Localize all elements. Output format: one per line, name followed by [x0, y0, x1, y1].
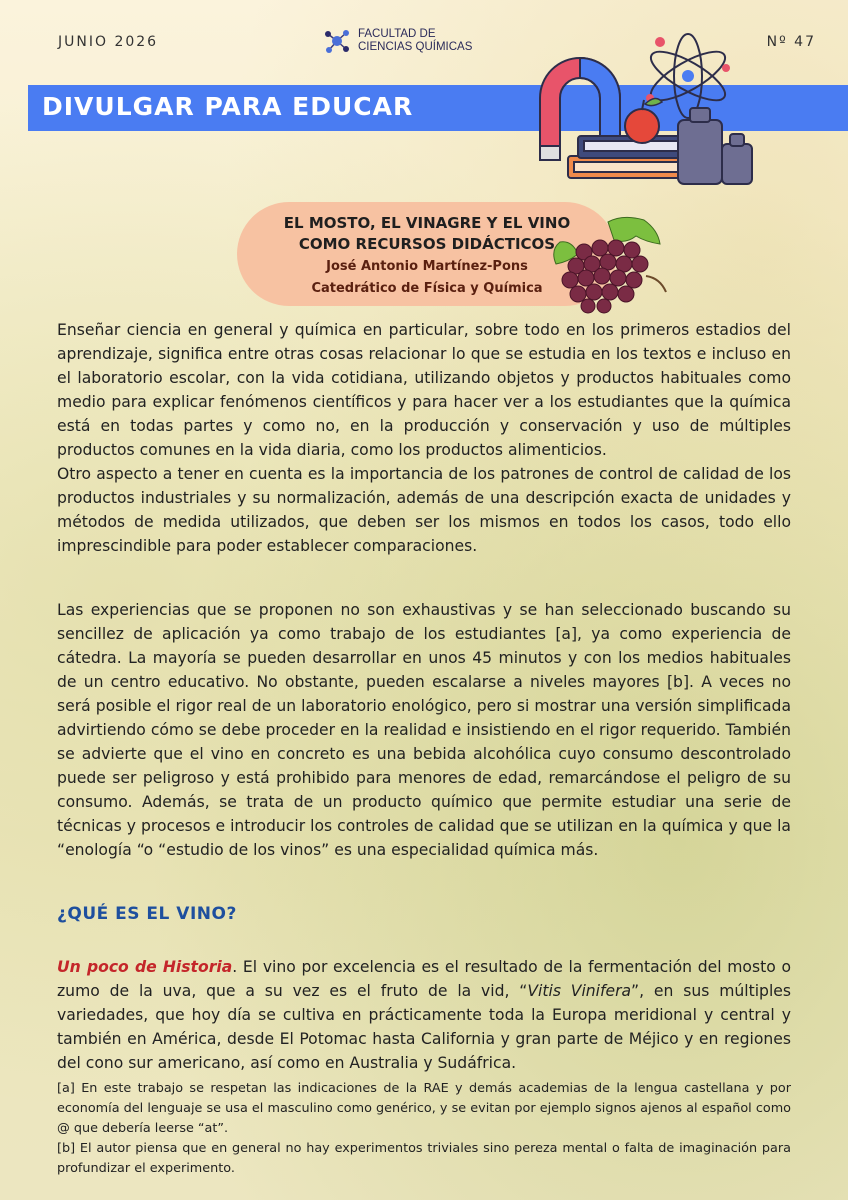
footnote-b: [b] El autor piensa que en general no hay experimentos triviales sino pereza mental o falta de imaginación para profundizar el experimento.: [57, 1141, 791, 1176]
article-author-role: Catedrático de Física y Química: [311, 281, 543, 296]
science-illustration-icon: [530, 28, 760, 193]
issue-number: Nº 47: [766, 34, 816, 50]
weights-icon: [678, 108, 752, 184]
paragraph-1: Enseñar ciencia en general y química en particular, sobre todo en los primeros estadios del aprendizaje, significa entre otras cosas relacionar lo que se estudia en los textos e incluso en el laboratorio escolar, con la vida cotidiana, utilizando objetos y productos habituales como medio para explicar fenómenos científicos y para hacer ver a los estudiantes que la química está en todas partes y como no, en la producción y conservación y uso de múltiples productos comunes en la vida diaria, como los productos alimenticios.: [57, 321, 791, 459]
article-title-line2: COMO RECURSOS DIDÁCTICOS: [298, 235, 556, 253]
faculty-logo: [322, 26, 472, 56]
article-title-line1: EL MOSTO, EL VINAGRE Y EL VINO: [283, 214, 571, 232]
history-paragraph: [57, 955, 791, 1075]
history-label: Un poco de Historia: [57, 958, 233, 976]
article-author: José Antonio Martínez-Pons: [326, 259, 528, 274]
grapes-icon: [548, 214, 670, 314]
footnotes: [57, 1079, 791, 1179]
history-text-b: ”, en sus múltiples variedades, que hoy día se cultiva en prácticamente toda la Europa meridional y central y también en América, desde El Potomac hasta California y gran parte de Méjico y en regiones del cono sur americano, así como en Australia y Sudáfrica.: [57, 982, 791, 1072]
footnote-a: [a] En este trabajo se respetan las indicaciones de la RAE y demás academias de la lengua castellana y por economía del lenguaje se usa el masculino como genérico, y se evitan por ejemplo signos ajenos al español como @ que debería leerse “at”.: [57, 1081, 791, 1136]
issue-date: JUNIO 2026: [58, 34, 159, 50]
paragraph-2: Otro aspecto a tener en cuenta es la importancia de los patrones de control de calidad de los productos industriales y su normalización, además de una descripción exacta de unidades y métodos de medida utilizados, que deben ser los mismos en todos los casos, todo ello imprescindible para poder establecer comparaciones.: [57, 465, 791, 555]
history-species: Vitis Vinifera: [527, 982, 632, 1000]
faculty-name-line2: CIENCIAS QUÍMICAS: [358, 41, 473, 53]
history-text-a: . El vino por excelencia es el resultado de la fermentación del mosto o zumo de la uva, que a su vez es el fruto de la vid, “: [57, 958, 791, 1000]
paragraph-3: Las experiencias que se proponen no son exhaustivas y se han seleccionado buscando su sencillez de aplicación ya como trabajo de los estudiantes [a], ya como experiencia de cátedra. La mayoría se pueden desarrollar en unos 45 minutos y con los medios habituales de un centro educativo. No obstante, pueden escalarse a niveles mayores [b]. A veces no será posible el rigor real de un laboratorio enológico, pero si mostrar una versión simplificada advirtiendo cómo se debe proceder en la realidad e insistiendo en el rigor requerido. También se advierte que el vino en concreto es una bebida alcohólica cuyo consumo descontrolado puede ser peligroso y está prohibido para menores de edad, remarcándose el peligro de su consumo. Además, se trata de un producto químico que permite estudiar una serie de técnicas y procesos e introducir los controles de calidad que se utilizan en la química y que la “enología “o “estudio de los vinos” es una especialidad química más.: [57, 601, 791, 859]
banner-title: DIVULGAR PARA EDUCAR: [42, 92, 414, 121]
apple-icon: [625, 98, 662, 143]
section-heading: ¿QUÉ ES EL VINO?: [57, 904, 237, 924]
experiences-paragraph: [57, 598, 791, 862]
intro-paragraphs: [57, 318, 791, 558]
faculty-name-line1: FACULTAD DE: [358, 28, 436, 40]
molecule-logo-icon: [322, 26, 352, 56]
books-icon: [568, 136, 688, 178]
